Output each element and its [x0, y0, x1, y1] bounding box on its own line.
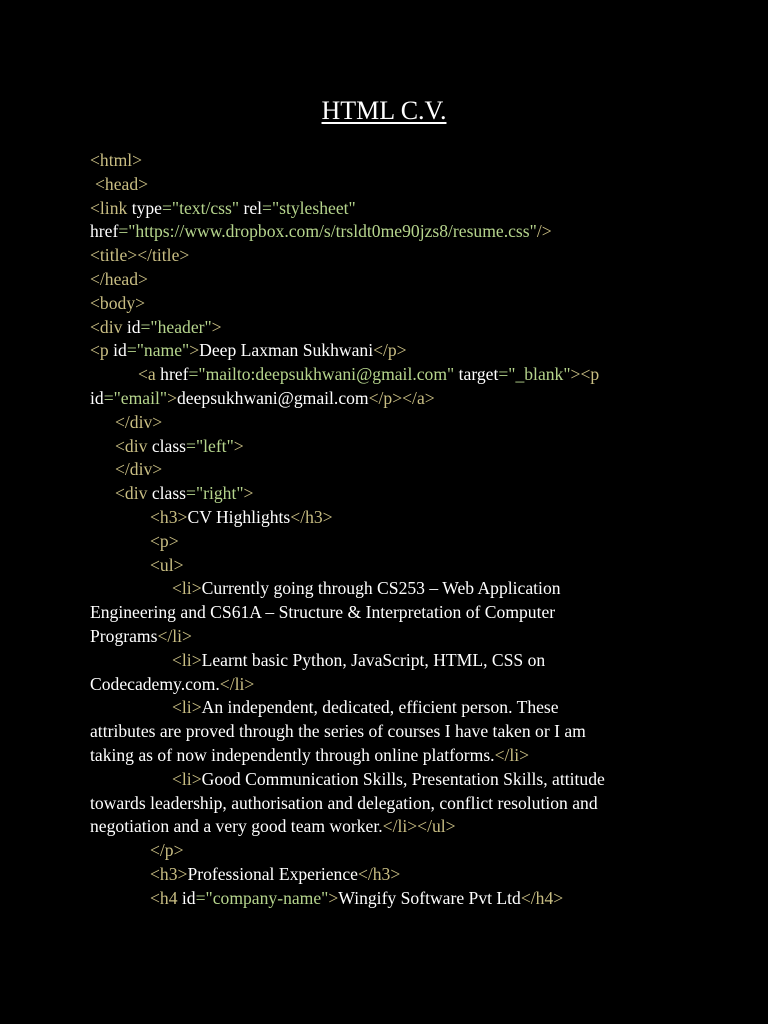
code-line-html-open: <html>	[90, 150, 143, 170]
company-name: Wingify Software Pvt Ltd	[338, 887, 521, 908]
document-title: HTML C.V.	[321, 96, 447, 125]
candidate-email: deepsukhwani@gmail.com	[177, 387, 369, 408]
code-line-li-4-cont: towards leadership, authorisation and delegation, conflict resolution and	[90, 792, 598, 813]
code-line-div-left: <div class="left">	[115, 435, 244, 456]
code-line-li-1-cont: Engineering and CS61A – Structure & Interpretation of Computer	[90, 602, 556, 623]
code-line-li-3-end: taking as of now independently through online platforms.</li>	[90, 744, 530, 765]
code-line-h4-company: <h4 id="company-name">Wingify Software Pvt Ltd</h4>	[150, 887, 564, 908]
code-line-p-email: id="email">deepsukhwani@gmail.com</p></a>	[90, 387, 435, 408]
code-line-a-email: <a href="mailto:deepsukhwani@gmail.com" target="_blank"><p	[138, 364, 600, 385]
code-listing	[90, 149, 690, 911]
code-line-li-4: <li>Good Communication Skills, Presentation Skills, attitude	[172, 768, 605, 789]
code-line-li-3: <li>An independent, dedicated, efficient person. These	[172, 697, 559, 718]
code-line-h3-experience: <h3>Professional Experience</h3>	[150, 863, 401, 884]
code-line-div-close-2: </div>	[115, 459, 163, 480]
code-line-div-right: <div class="right">	[115, 483, 254, 504]
code-line-p-name: <p id="name">Deep Laxman Sukhwani</p>	[90, 340, 407, 361]
code-line-li-4-end: negotiation and a very good team worker.</li></ul>	[90, 816, 456, 837]
code-line-link: <link type="text/css" rel="stylesheet"	[90, 197, 356, 218]
code-line-p-close: </p>	[150, 840, 184, 861]
code-line-p-open: <p>	[150, 530, 179, 551]
section-heading-experience: Professional Experience	[187, 863, 358, 884]
code-line-head-close: </head>	[90, 268, 148, 289]
code-line-h3-highlights: <h3>CV Highlights</h3>	[150, 506, 333, 527]
code-line-div-close-1: </div>	[115, 411, 163, 432]
section-heading-highlights: CV Highlights	[187, 506, 291, 527]
code-line-li-1: <li>Currently going through CS253 – Web Application	[172, 578, 561, 599]
code-line-link-href: href="https://www.dropbox.com/s/trsldt0me90jzs8/resume.css"/>	[90, 221, 552, 242]
code-line-li-2: <li>Learnt basic Python, JavaScript, HTML, CSS on	[172, 649, 546, 670]
code-line-title: <title></title>	[90, 245, 190, 266]
code-line-body-open: <body>	[90, 292, 146, 313]
code-line-li-3-cont: attributes are proved through the series of courses I have taken or I am	[90, 721, 586, 742]
candidate-name: Deep Laxman Sukhwani	[199, 340, 374, 361]
code-line-head-open: <head>	[95, 173, 149, 194]
code-line-div-header: <div id="header">	[90, 316, 222, 337]
code-line-li-1-end: Programs</li>	[90, 625, 192, 646]
code-line-li-2-end: Codecademy.com.</li>	[90, 673, 255, 694]
code-line-ul-open: <ul>	[150, 554, 184, 575]
